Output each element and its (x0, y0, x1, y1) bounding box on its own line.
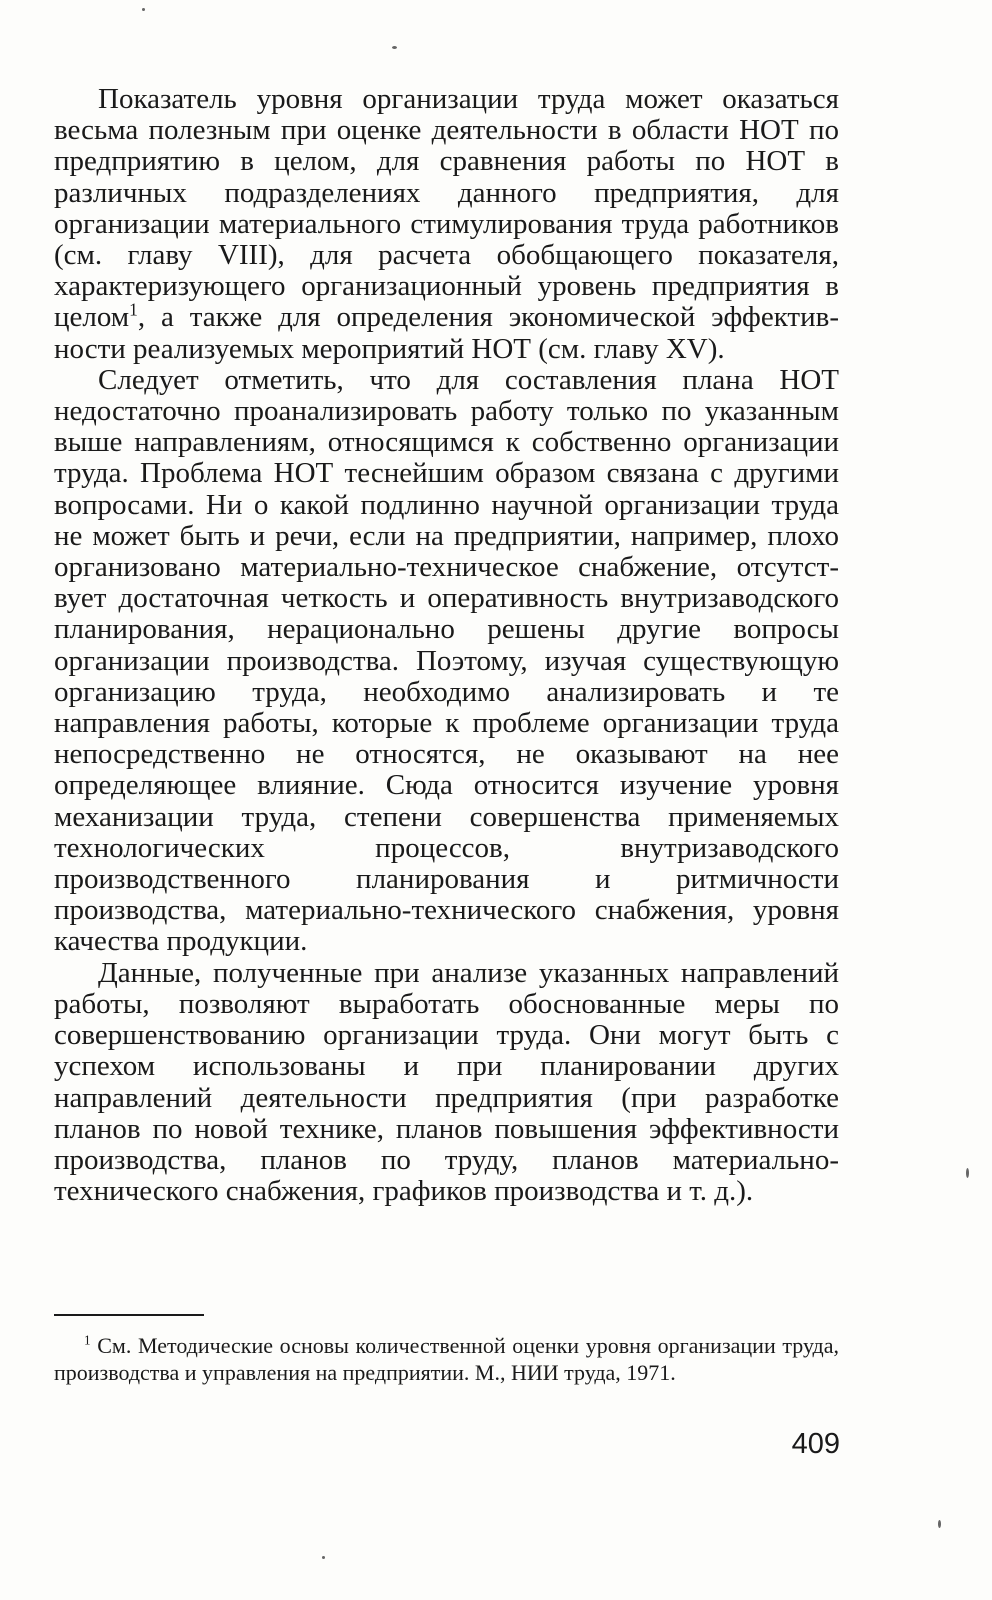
print-speck (142, 8, 145, 11)
print-speck (392, 46, 397, 49)
footnote-text: См. Методические основы количественной оценки уровня организации труда, производства и управления на предприятии. М., НИИ труда, 1971. (54, 1333, 840, 1385)
print-speck (322, 1556, 325, 1559)
print-speck (938, 1520, 941, 1528)
paragraph-1 (54, 84, 839, 365)
footnote-mark: 1 (84, 1332, 91, 1348)
paragraph-3: Данные, полученные при анализе указанных направлений работы, позволяют выработать обоснованные меры по совершенствованию организации труда. Они могут быть с успехом использованы и при планировании других направлений деятельности предприятия (при разработке планов по новой технике, планов повышения эффективности производства, планов по труду, планов материально-технического снабжения, графиков производства и т. д.). (54, 956, 839, 1208)
paragraph-2: Следует отметить, что для составления плана НОТ недостаточно проанализировать работу только по указанным выше направлениям, относящимся к собственно организации труда. Проблема НОТ теснейшим образом связана с другими вопросами. Ни о какой подлинно научной организации труда не может быть и речи, если на предприятии, например, плохо организовано материально-техническое снабжение, отсутствует достаточная четкость и оперативность внутризаводского планирования, нерационально решены другие вопросы организации производства. Поэтому, изучая существующую организацию труда, необходимо анализировать и те направления работы, которые к проблеме организации труда непосредственно не относятся, не оказывают на нее определяющее влияние. Сюда относится изучение уровня механизации труда, степени совершенства применяемых технологических процессов, внутризаводского производственного планирования и ритмичности производства, материально-технического снабжения, уровня качества продукции. (54, 363, 839, 958)
paragraph-1-text: Показатель уровня организации труда может оказаться весьма полезным при оценке деятельности в области НОТ по предприятию в целом, для сравнения работы по НОТ в различных подразделениях данного предприятия, для организации материального стимулирования труда работников (см. главу VIII), для расчета обобщающего показателя, характеризующего организационный уровень предприятия в целом (54, 83, 839, 334)
footnote-ref-mark: 1 (129, 299, 138, 320)
print-speck (966, 1168, 969, 1178)
paragraph-1-text-cont: , а также для определения экономической эффективности реализуемых мероприятий НОТ (см. главу XV). (54, 301, 839, 365)
body-text (54, 84, 839, 1207)
page-number: 409 (791, 1428, 840, 1460)
footnote-divider (54, 1314, 204, 1316)
footnote (54, 1332, 839, 1386)
